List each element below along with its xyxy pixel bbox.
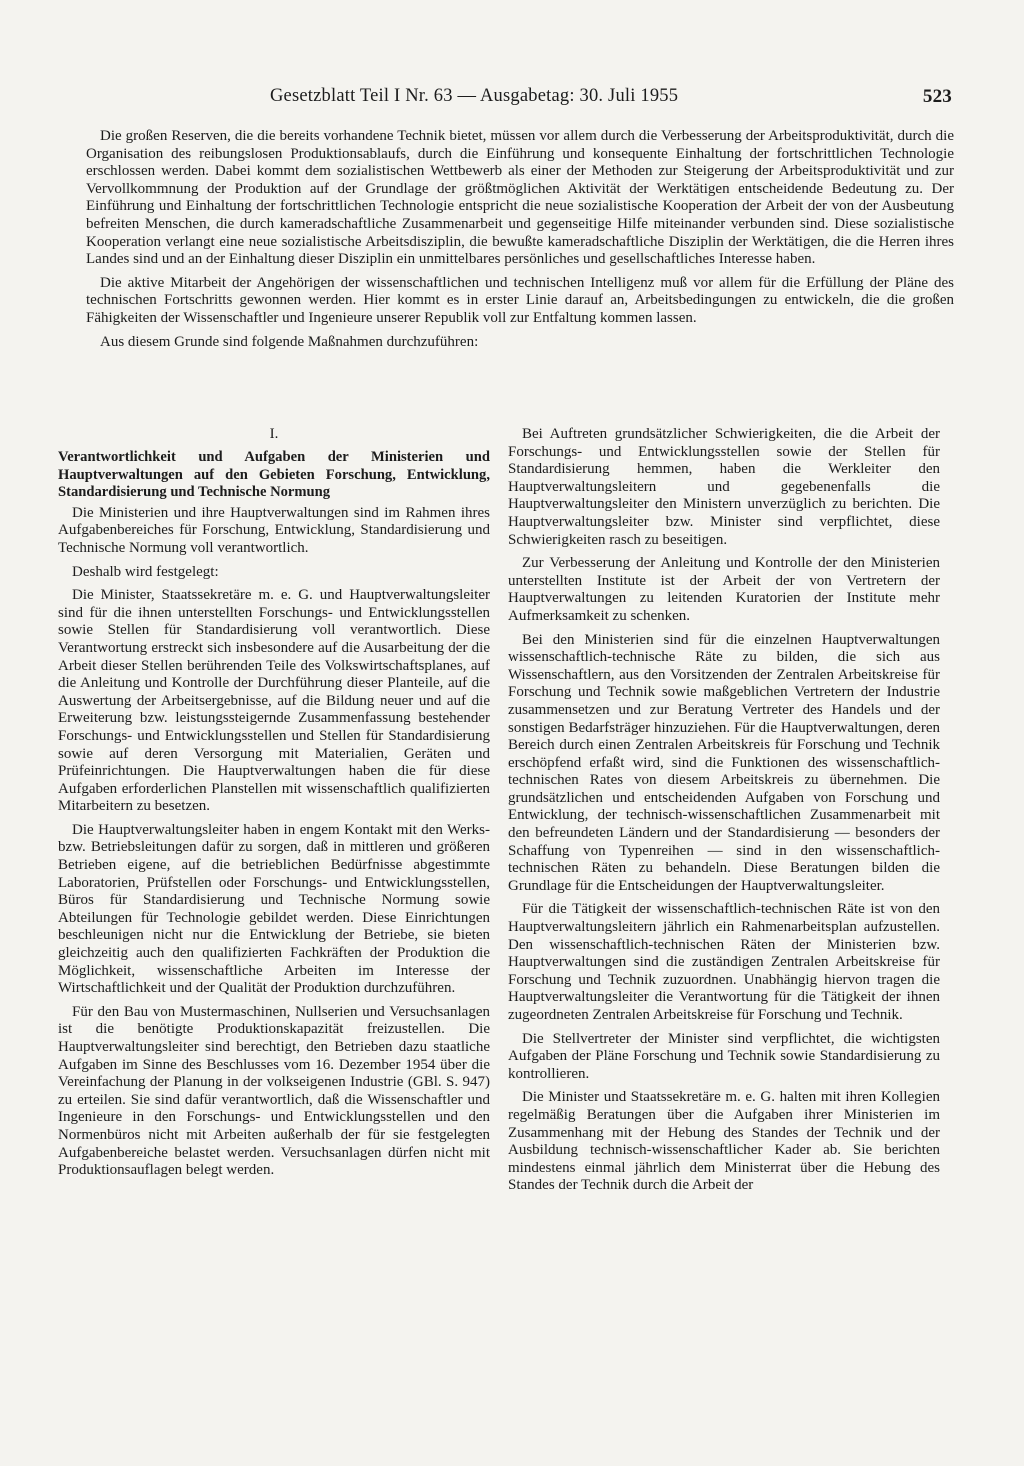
paragraph: Bei Auftreten grundsätzlicher Schwierigkeiten, die die Arbeit der Forschungs- und Entwicklungsstellen sowie der Stellen für Standardisierung hemmen, haben die Werkleiter den Hauptverwaltungsleitern und gegebenenfalls die Hauptverwaltungsleiter den Ministern unverzüglich zu berichten. Die Hauptverwaltungsleiter bzw. Minister sind verpflichtet, diese Schwierigkeiten rasch zu beseitigen.	[508, 426, 940, 548]
section-heading: Verantwortlichkeit und Aufgaben der Ministerien und Hauptverwaltungen auf den Gebieten Forschung, Entwicklung, Standardisierung und Technische Normung	[58, 449, 490, 501]
paragraph: Die Hauptverwaltungsleiter haben in engem Kontakt mit den Werks- bzw. Betriebsleitungen dafür zu sorgen, daß in mittleren und größeren Betrieben eigene, auf die betrieblichen Bedürfnisse abgestimmte Laboratorien, Prüfstellen oder Forschungs- und Entwicklungsstellen, Büros für Standardisierung und Technische Normung sowie Abteilungen für Technologie gebildet werden. Diese Einrichtungen beschleunigen nicht nur die Entwicklung der Betriebe, sie bieten gleichzeitig auch den qualifizierten Fachkräften der Produktion die Möglichkeit, wissenschaftliche Arbeiten im Interesse der Wirtschaftlichkeit und der Qualität der Produktion durchzuführen.	[58, 821, 490, 997]
paragraph: Bei den Ministerien sind für die einzelnen Hauptverwaltungen wissenschaftlich-technische Räte zu bilden, die sich aus Wissenschaftlern, aus den Vorsitzenden der Zentralen Arbeitskreise für Forschung und Technik sowie maßgeblichen Vertretern der Industrie zusammensetzen und zur Beratung Vertreter des Handels und der sonstigen Bedarfsträger hinzuziehen. Für die Hauptverwaltungen, deren Bereich durch einen Zentralen Arbeitskreis für Forschung und Technik erschöpfend erfaßt wird, sind die Funktionen des wissenschaftlich-technischen Rates von diesem Arbeitskreis zu übernehmen. Die grundsätzlichen und entscheidenden Aufgaben von Forschung und Entwicklung, der technisch-wissenschaftlichen Zusammenarbeit mit den befreundeten Ländern und der Standardisierung — besonders der Schaffung von Typenreihen — sind in den wissenschaftlich-technischen Räten zu behandeln. Diese Beratungen bilden die Grundlage für die Entscheidungen der Hauptverwaltungsleiter.	[508, 631, 940, 894]
paragraph: Die Minister und Staatssekretäre m. e. G. halten mit ihren Kollegien regelmäßig Beratungen über die Aufgaben ihrer Ministerien im Zusammenhang mit der Hebung des Standes der Technik und der Ausbildung technisch-wissenschaftlicher Kader ab. Sie berichten mindestens einmal jährlich dem Ministerrat über die Hebung des Standes der Technik durch die Arbeit der	[508, 1089, 940, 1194]
paragraph: Deshalb wird festgelegt:	[72, 563, 219, 580]
paragraph: Die Ministerien und ihre Hauptverwaltungen sind im Rahmen ihres Aufgabenbereiches für Forschung, Entwicklung, Standardisierung und Technische Normung voll verantwortlich.	[58, 504, 490, 556]
intro-paragraph: Die großen Reserven, die die bereits vorhandene Technik bietet, müssen vor allem durch die Verbesserung der Arbeitsproduktivität, durch die Organisation des reibungslosen Produktionsablaufs, durch die Einführung und konsequente Einhaltung der fortschrittlichen Technologie erschlossen werden. Dabei kommt dem sozialistischen Wettbewerb als einer der Methoden zur Steigerung der Arbeitsproduktivität und zur Vervollkommnung der Produktion auf der Grundlage der größtmöglichen Aktivität der Werktätigen entscheidende Bedeutung zu. Der Einführung und Einhaltung der fortschrittlichen Technologie entspricht die neue sozialistische Kooperation der Arbeit der von der Ausbeutung befreiten Menschen, die durch kameradschaftliche Zusammenarbeit und gegenseitige Hilfe miteinander verbunden sind. Diese sozialistische Kooperation verlangt eine neue sozialistische Arbeitsdisziplin, die bewußte kameradschaftliche Disziplin der Werktätigen, die die Herren ihres Landes sind und an der Einhaltung dieser Disziplin ein unmittelbares persönliches und gesellschaftliches Interesse haben.	[86, 128, 954, 268]
paragraph: Die Minister, Staatssekretäre m. e. G. und Hauptverwaltungsleiter sind für die ihnen unterstellten Forschungs- und Entwicklungsstellen sowie Stellen für Standardisierung voll verantwortlich. Diese Verantwortung erstreckt sich insbesondere auf die Ausarbeitung der die Arbeit dieser Stellen berührenden Teile des Volkswirtschaftsplanes, auf die Anleitung und Kontrolle der Durchführung dieser Planteile, auf die Auswertung der Arbeitsergebnisse, auf die Bildung neuer und auf die Erweiterung bzw. leistungssteigernde Zusammenfassung bestehender Forschungs- und Entwicklungsstellen und Stellen für Standardisierung sowie auf deren Versorgung mit Materialien, Geräten und Prüfeinrichtungen. Die Hauptverwaltungen haben die für diese Aufgaben erforderlichen Planstellen mit wissenschaftlich qualifizierten Mitarbeitern zu besetzen.	[58, 587, 490, 815]
page-header	[60, 86, 964, 112]
paragraph: Zur Verbesserung der Anleitung und Kontrolle der den Ministerien unterstellten Institute ist der Arbeit der von Vertretern der Hauptverwaltungen zu leitenden Kuratorien der Institute mehr Aufmerksamkeit zu schenken.	[508, 555, 940, 624]
paragraph: Für den Bau von Mustermaschinen, Nullserien und Versuchsanlagen ist die benötigte Produktionskapazität freizustellen. Die Hauptverwaltungsleiter sind berechtigt, den Betrieben dazu staatliche Aufgaben im Sinne des Beschlusses vom 16. Dezember 1954 über die Vereinfachung der Planung in der volkseigenen Industrie (GBl. S. 947) zu erteilen. Sie sind dafür verantwortlich, daß die Wissenschaftler und Ingenieure in den Forschungs- und Entwicklungsstellen und den Normenbüros nicht mit Arbeiten außerhalb der für sie festgelegten Aufgabenbereiche belastet werden. Versuchsanlagen dürfen nicht mit Produktionsauflagen belegt werden.	[58, 1003, 490, 1179]
intro-paragraph: Die aktive Mitarbeit der Angehörigen der wissenschaftlichen und technischen Intelligenz muß vor allem für die Erfüllung der Pläne des technischen Fortschritts gewonnen werden. Hier kommt es in erster Linie darauf an, Arbeitsbedingungen zu entwickeln, die die großen Fähigkeiten der Wissenschaftler und Ingenieure unserer Republik voll zur Entfaltung kommen lassen.	[86, 274, 954, 326]
header-title: Gesetzblatt Teil I Nr. 63 — Ausgabetag: 30. Juli 1955	[270, 86, 679, 106]
right-column	[508, 426, 940, 1201]
intro-paragraph: Aus diesem Grunde sind folgende Maßnahmen durchzuführen:	[100, 333, 479, 350]
section-number: I.	[269, 426, 279, 442]
page-number: 523	[922, 86, 952, 107]
paragraph: Für die Tätigkeit der wissenschaftlich-technischen Räte ist von den Hauptverwaltungsleitern jährlich ein Rahmenarbeitsplan aufzustellen. Den wissenschaftlich-technischen Räten der Ministerien bzw. Hauptverwaltungen sind die zuständigen Zentralen Arbeitskreise für Forschung und Technik zuzuordnen. Unabhängig hiervon tragen die Hauptverwaltungsleiter die Verantwortung für die Tätigkeit der ihnen zugeordneten Zentralen Arbeitskreise für Forschung und Technik.	[508, 901, 940, 1023]
intro-block	[86, 128, 954, 357]
left-column	[58, 426, 490, 1186]
paragraph: Die Stellvertreter der Minister sind verpflichtet, die wichtigsten Aufgaben der Pläne Forschung und Technik sowie Standardisierung zu kontrollieren.	[508, 1030, 940, 1082]
